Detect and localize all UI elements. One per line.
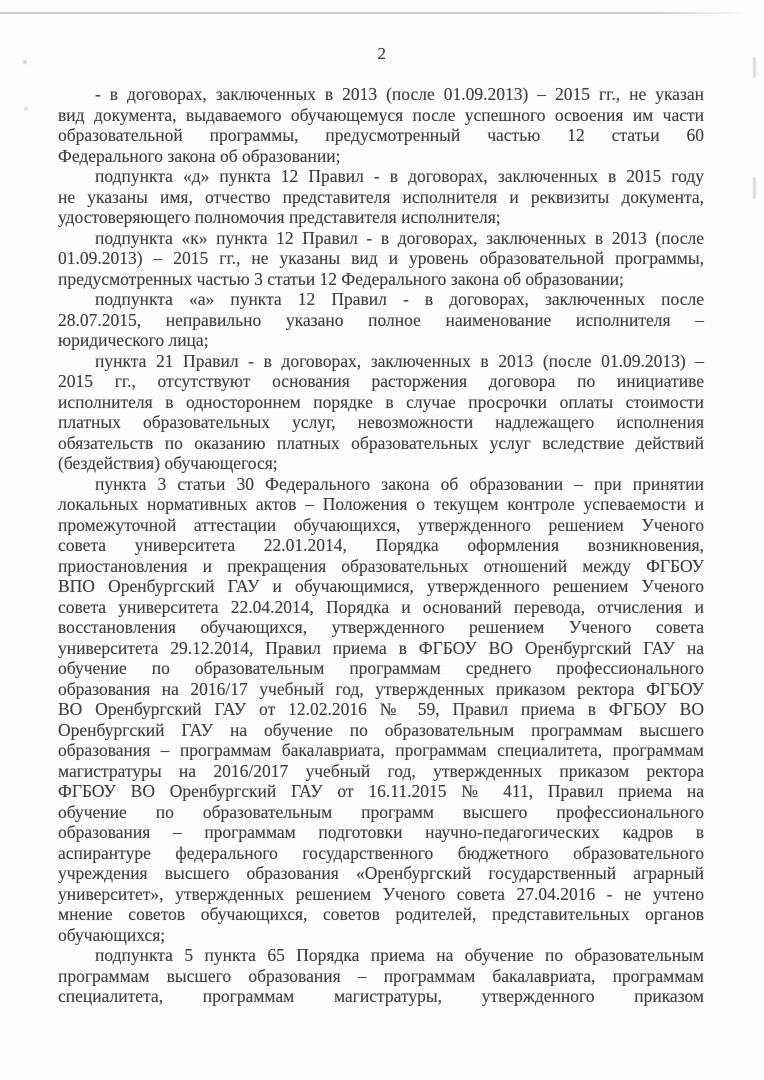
text-line: образования на 2016/17 учебный год, утвержденных приказом ректора ФГБОУ	[58, 678, 704, 699]
text-line: - в договорах, заключенных в 2013 (после 01.09.2013) – 2015 гг., не указан	[95, 84, 704, 104]
text-line: мнение советов обучающихся, советов родителей, представительных органов	[58, 904, 704, 924]
text-line: вид документа, выдаваемого обучающемуся после успешного освоения им части	[58, 104, 704, 125]
text-line: пункта 21 Правил - в договорах, заключенных в 2013 (после 01.09.2013) –	[95, 350, 704, 371]
text-line: университет», утвержденных решением Ученого совета 27.04.2016 - не учтено	[58, 883, 704, 904]
text-line: обучающихся;	[58, 924, 166, 945]
scan-artifact-top-line	[0, 12, 746, 14]
paragraph	[58, 166, 704, 228]
text-line: университета 29.12.2014, Правил приема в ФГБОУ ВО Оренбургский ГАУ на	[58, 637, 704, 658]
text-line: 2015 гг., отсутствуют основания расторжения договора по инициативе	[58, 371, 704, 391]
text-line: образования – программам подготовки научно-педагогических кадров в	[58, 822, 704, 842]
text-line: учреждения высшего образования «Оренбургский государственный аграрный	[58, 863, 704, 883]
page-number: 2	[377, 44, 387, 63]
text-line: (бездействия) обучающегося;	[58, 453, 278, 473]
text-line: совета университета 22.04.2014, Порядка и оснований перевода, отчисления и	[58, 596, 704, 617]
paragraph	[58, 351, 704, 474]
paragraph	[58, 228, 704, 290]
text-line: исполнителя в одностороннем порядке в случае просрочки оплаты стоимости	[58, 391, 704, 412]
text-line: специалитета, программам магистратуры, утвержденного приказом	[58, 986, 704, 1006]
text-line: пункта 3 статьи 30 Федерального закона об образовании – при принятии	[95, 473, 704, 494]
text-line: платных образовательных услуг, невозможности надлежащего исполнения	[58, 412, 704, 432]
text-line: удостоверяющего полномочия представителя исполнителя;	[58, 207, 501, 227]
text-line: промежуточной аттестации обучающихся, утвержденного решением Ученого	[58, 514, 704, 535]
text-line: аспирантуре федерального государственного бюджетного образовательного	[58, 842, 704, 863]
text-line: юридического лица;	[58, 330, 209, 350]
text-line: образовательной программы, предусмотренный частью 12 статьи 60	[58, 125, 704, 145]
document-body	[58, 84, 704, 1007]
paragraph	[58, 289, 704, 351]
text-line: ВО Оренбургский ГАУ от 12.02.2016 № 59, Правил приема в ФГБОУ ВО	[58, 699, 704, 719]
scan-artifact-speck	[24, 107, 28, 110]
text-line: подпункта «к» пункта 12 Правил - в договорах, заключенных в 2013 (после	[95, 227, 704, 248]
paragraph	[58, 84, 704, 166]
text-line: программам высшего образования – программам бакалавриата, программам	[58, 965, 704, 986]
text-line: 01.09.2013) – 2015 гг., не указаны вид и уровень образовательной программы,	[58, 248, 704, 268]
text-line: подпункта «а» пункта 12 Правил - в договорах, заключенных после	[95, 289, 704, 309]
text-line: ФГБОУ ВО Оренбургский ГАУ от 16.11.2015 № 411, Правил приема на	[58, 781, 704, 801]
text-line: локальных нормативных актов – Положения о текущем контроле успеваемости и	[58, 494, 704, 514]
text-line: Оренбургский ГАУ на обучение по образовательным программам высшего	[58, 719, 704, 740]
text-line: подпункта 5 пункта 65 Порядка приема на обучение по образовательным	[95, 945, 704, 965]
text-line: магистратуры на 2016/2017 учебный год, утвержденных приказом ректора	[58, 760, 704, 781]
text-line: не указаны имя, отчество представителя исполнителя и реквизиты документа,	[58, 186, 704, 207]
text-line: ВПО Оренбургский ГАУ и обучающимися, утвержденного решением Ученого	[58, 576, 704, 596]
text-line: обязательств по оказанию платных образовательных услуг вследствие действий	[58, 432, 704, 453]
text-line: приостановления и прекращения образовательных отношений между ФГБОУ	[58, 555, 704, 576]
text-line: восстановления обучающихся, утвержденного решением Ученого совета	[58, 617, 704, 637]
text-line: обучение по образовательным программ высшего профессионального	[58, 801, 704, 822]
text-line: образования – программам бакалавриата, программам специалитета, программам	[58, 740, 704, 760]
text-line: Федерального закона об образовании;	[58, 145, 341, 166]
text-line: предусмотренных частью 3 статьи 12 Федерального закона об образовании;	[58, 268, 624, 289]
text-line: подпункта «д» пункта 12 Правил - в договорах, заключенных в 2015 году	[95, 166, 704, 186]
text-line: 28.07.2015, неправильно указано полное наименование исполнителя –	[58, 309, 704, 330]
paragraph	[58, 474, 704, 946]
paragraph	[58, 945, 704, 1007]
text-line: обучение по образовательным программам среднего профессионального	[58, 658, 704, 678]
text-line: совета университета 22.01.2014, Порядка оформления возникновения,	[58, 535, 704, 555]
scan-artifact-edge-mark	[753, 177, 756, 199]
